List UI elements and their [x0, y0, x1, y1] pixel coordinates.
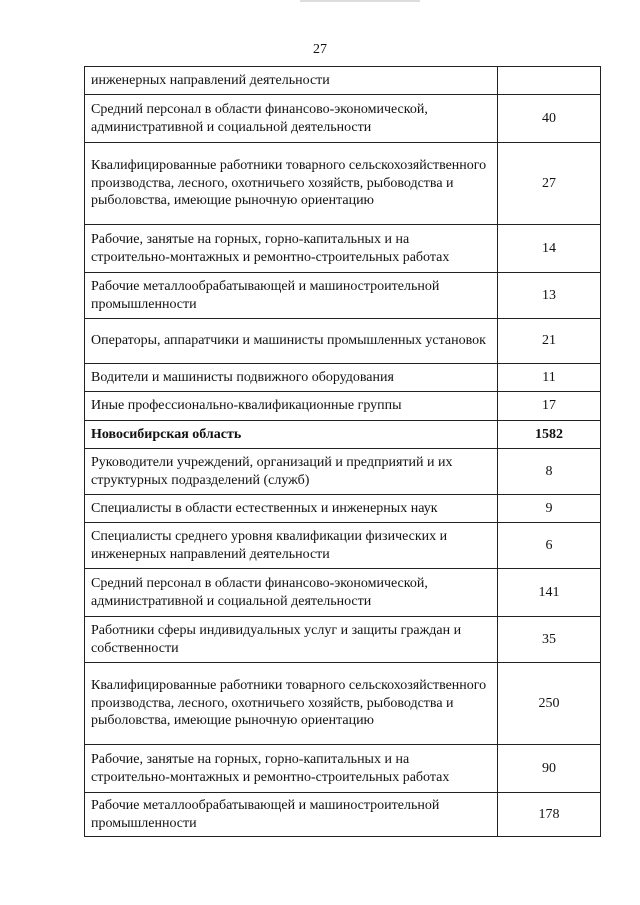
- table-row: [85, 449, 601, 495]
- table-row: [85, 745, 601, 793]
- row-label: Иные профессионально-квалификационные группы: [85, 392, 498, 421]
- table-row: [85, 143, 601, 225]
- row-label: Рабочие, занятые на горных, горно-капитальных и на строительно-монтажных и ремонтно-строительных работах: [85, 745, 498, 793]
- table-row: [85, 319, 601, 364]
- row-value: 14: [498, 225, 601, 273]
- row-value: 17: [498, 392, 601, 421]
- occupations-table: [84, 66, 601, 837]
- table-row: [85, 663, 601, 745]
- row-value: 8: [498, 449, 601, 495]
- row-label: Операторы, аппаратчики и машинисты промышленных установок: [85, 319, 498, 364]
- row-label: Рабочие металлообрабатывающей и машиностроительной промышленности: [85, 793, 498, 837]
- table-row: [85, 95, 601, 143]
- row-label: Работники сферы индивидуальных услуг и защиты граждан и собственности: [85, 617, 498, 663]
- table-row: [85, 273, 601, 319]
- row-label: Руководители учреждений, организаций и предприятий и их структурных подразделений (служб): [85, 449, 498, 495]
- row-value: 35: [498, 617, 601, 663]
- row-label: Специалисты среднего уровня квалификации физических и инженерных направлений деятельности: [85, 523, 498, 569]
- row-value: 250: [498, 663, 601, 745]
- row-value: [498, 67, 601, 95]
- region-name: Новосибирская область: [85, 421, 498, 449]
- region-total: 1582: [498, 421, 601, 449]
- table-row: [85, 569, 601, 617]
- table-row: [85, 67, 601, 95]
- row-label: Средний персонал в области финансово-экономической, административной и социальной деятельности: [85, 569, 498, 617]
- table-row: [85, 392, 601, 421]
- row-label: Средний персонал в области финансово-экономической, административной и социальной деятельности: [85, 95, 498, 143]
- row-value: 13: [498, 273, 601, 319]
- row-value: 11: [498, 364, 601, 392]
- row-label: Рабочие металлообрабатывающей и машиностроительной промышленности: [85, 273, 498, 319]
- table-row: [85, 523, 601, 569]
- row-label: инженерных направлений деятельности: [85, 67, 498, 95]
- table-row: [85, 364, 601, 392]
- row-value: 27: [498, 143, 601, 225]
- row-value: 9: [498, 495, 601, 523]
- row-label: Специалисты в области естественных и инженерных наук: [85, 495, 498, 523]
- table-row: [85, 225, 601, 273]
- row-value: 40: [498, 95, 601, 143]
- row-value: 90: [498, 745, 601, 793]
- row-label: Квалифицированные работники товарного сельскохозяйственного производства, лесного, охотничьего хозяйств, рыбоводства и рыболовства, имеющие рыночную ориентацию: [85, 663, 498, 745]
- row-value: 141: [498, 569, 601, 617]
- table-row: [85, 495, 601, 523]
- row-value: 178: [498, 793, 601, 837]
- table-row: [85, 793, 601, 837]
- row-label: Рабочие, занятые на горных, горно-капитальных и на строительно-монтажных и ремонтно-строительных работах: [85, 225, 498, 273]
- row-value: 6: [498, 523, 601, 569]
- row-label: Квалифицированные работники товарного сельскохозяйственного производства, лесного, охотничьего хозяйств, рыбоводства и рыболовства, имеющие рыночную ориентацию: [85, 143, 498, 225]
- page-number: 27: [313, 42, 327, 57]
- region-total-row: [85, 421, 601, 449]
- row-label: Водители и машинисты подвижного оборудования: [85, 364, 498, 392]
- table-row: [85, 617, 601, 663]
- scan-artifact: [300, 0, 420, 2]
- row-value: 21: [498, 319, 601, 364]
